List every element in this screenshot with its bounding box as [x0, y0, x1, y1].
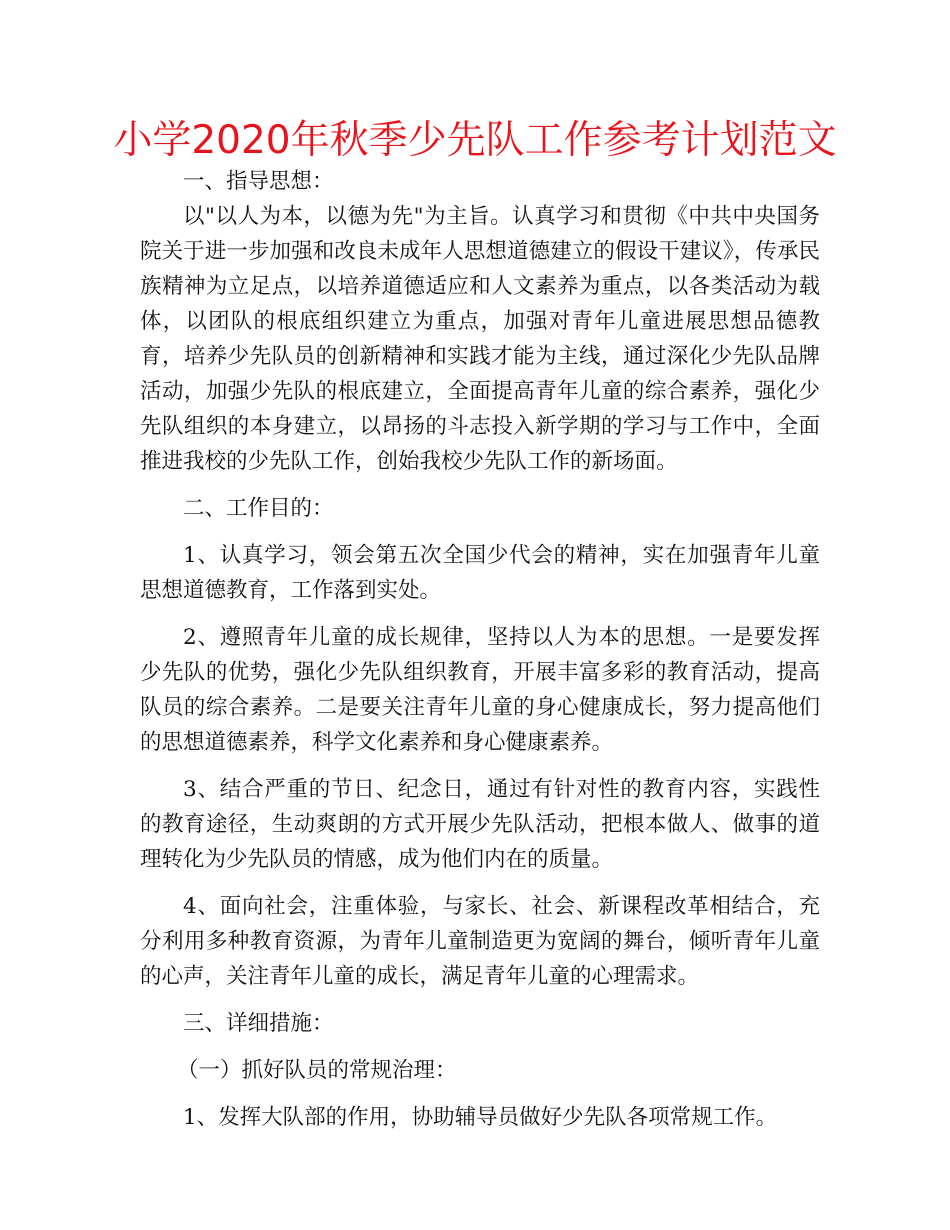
paragraph-guiding-ideology: 以"以人为本，以德为先"为主旨。认真学习和贯彻《中共中央国务院关于进一步加强和改良未成年人思想道德建立的假设干建议》，传承民族精神为立足点，以培养道德适应和人文素养为重点，以各类活动为载体，以团队的根底组织建立为重点，加强对青年儿童进展思想品德教育，培养少先队员的创新精神和实践才能为主线，通过深化少先队品牌活动，加强少先队的根底建立，全面提高青年儿童的综合素养，强化少先队组织的本身建立，以昂扬的斗志投入新学期的学习与工作中，全面推进我校的少先队工作，创始我校少先队工作的新场面。 — [140, 204, 820, 474]
document-title: 小学2020年秋季少先队工作参考计划范文 — [113, 118, 837, 163]
paragraph-goal-3: 3、结合严重的节日、纪念日，通过有针对性的教育内容，实践性的教育途径，生动爽朗的方式开展少先队活动，把根本做人、做事的道理转化为少先队员的情感，成为他们内在的质量。 — [140, 777, 820, 872]
paragraph-goal-2: 2、遵照青年儿童的成长规律，坚持以人为本的思想。一是要发挥少先队的优势，强化少先队组织教育，开展丰富多彩的教育活动，提高队员的综合素养。二是要关注青年儿童的身心健康成长，努力提高他们的思想道德素养，科学文化素养和身心健康素养。 — [140, 625, 820, 755]
paragraph-measure-1: 1、发挥大队部的作用，协助辅导员做好少先队各项常规工作。 — [183, 1105, 778, 1130]
subsection-heading-routine-management: （一）抓好队员的常规治理： — [177, 1058, 457, 1083]
section-heading-guiding-ideology: 一、指导思想： — [183, 169, 334, 194]
paragraph-goal-4: 4、面向社会，注重体验，与家长、社会、新课程改革相结合，充分利用多种教育资源，为青年儿童制造更为宽阔的舞台，倾听青年儿童的心声，关注青年儿童的成长，满足青年儿童的心理需求。 — [140, 894, 820, 989]
paragraph-goal-1: 1、认真学习，领会第五次全国少代会的精神，实在加强青年儿童思想道德教育，工作落到实处。 — [140, 543, 820, 603]
section-heading-measures: 三、详细措施： — [183, 1011, 334, 1036]
section-heading-work-goals: 二、工作目的： — [183, 496, 334, 521]
document-body — [140, 164, 820, 1135]
